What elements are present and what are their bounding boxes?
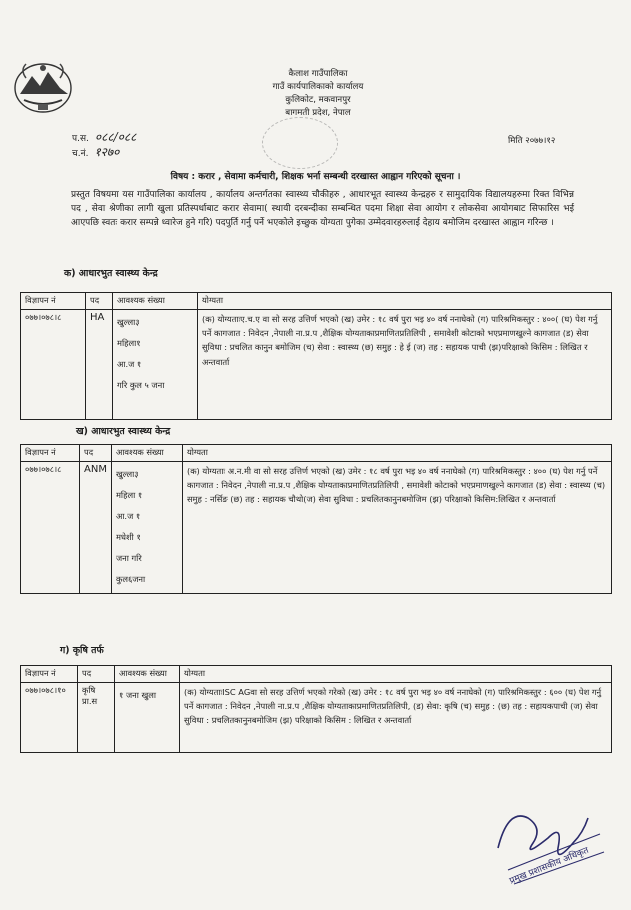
- header-line-1: कैलाश गाउँपालिका: [288, 69, 348, 79]
- cha-na-value: १२७०: [94, 145, 120, 159]
- count-line: कुल६जना: [115, 574, 146, 584]
- header-line-3: कुलिकोट, मकवानपुर: [285, 95, 351, 105]
- date: [508, 134, 555, 146]
- table-row: [21, 683, 612, 753]
- table-row: [21, 462, 612, 594]
- count-line: खुल्ला३: [117, 317, 140, 327]
- notice-number: ०७७।०७८।८: [21, 310, 86, 420]
- pa-sa-value: ०८८/०८८: [94, 130, 137, 144]
- pa-sa-label: प.स.: [72, 134, 89, 144]
- intro-paragraph: प्रस्तुत विषयमा यस गाउँपालिका कार्यालय , कार्यालय अन्तर्गतका स्वास्थ्य चौकीहरु , आधारभूत स्वास्थ्य केन्द्रहरु र सामुदायिक विद्यालयहरुमा रिक्त विभिन्न पद , सेवा श्रेणीका लागी खुला प्रतिस्पर्धाबाट करार सेवामा( स्थायी दरबन्दीका सम्बन्धित पदमा शिक्षा सेवा आयोग र लोकसेवा आयोगबाट सिफारिस भई आएपछि स्वतः करार सम्पन्ने ध्वारेज हुने गरि) पदपुर्ति गर्नु पर्ने भएकोले इच्छुक योग्यता पुगेका उम्मेदवारहरुलाई देहाय बमोजिम दरखास्त आह्वान गरिन्छ ।: [71, 190, 574, 228]
- count-line: आ.ज १: [115, 511, 141, 521]
- col-qualification: योग्यता: [180, 666, 612, 683]
- section-title-b: ख) आधारभुत स्वास्थ्य केन्द्र: [76, 426, 171, 437]
- qualification-text: (क) योग्यताःए.च.ए वा सो सरह उत्तिर्ण भएको (ख) उमेर : १८ वर्ष पुरा भइ ४० वर्ष ननाघेको (ग) पारिश्रमिकस्तुर : ४००( (घ) पेश गर्नु पर्ने कागजात : निवेदन ,नेपाली ना.प्र.प ,शैक्षिक योग्यताकाप्रमाणितप्रतिलिपी , समावेशी कोटाको भएप्रमाणखुल्ने कागजात (ड) सेवा सुविधा : प्रचलित कानुन बमोजिम (च) सेवा : स्वास्थ्य (छ) समुह : हे ई (ज) तह : सहायक पाची (झ)परिक्षाको किसिम : लिखित र अन्तवार्ता: [198, 310, 612, 420]
- header-line-2: गाउँ कार्यपालिकाको कार्यालय: [272, 82, 364, 92]
- count-line: आ.ज १: [117, 359, 142, 369]
- signature-stamp: [488, 788, 608, 890]
- count-line: जना गरि: [115, 553, 142, 563]
- count-line: मधेशी १: [115, 532, 141, 542]
- table-header-row: [21, 293, 612, 310]
- col-qualification: योग्यता: [182, 445, 611, 462]
- post-name: कृषि प्रा.स: [78, 683, 115, 753]
- reference-numbers: [72, 131, 136, 161]
- section-title-a: क) आधारभुत स्वास्थ्य केन्द्र: [64, 268, 158, 279]
- nepal-emblem-icon: [12, 58, 74, 116]
- section-title-c: ग) कृषि तर्फ: [60, 645, 104, 656]
- table-header-row: [21, 445, 612, 462]
- vacancy-table-b: [20, 444, 612, 594]
- required-count: [113, 310, 198, 420]
- date-value: २०७७।१२: [525, 136, 556, 146]
- col-count: आवश्यक संख्या: [115, 666, 180, 683]
- qualification-text: (क) योग्यताःISC AGवा सो सरह उत्तिर्ण भएको गरेको (ख) उमेर : १८ वर्ष पुरा भइ ४० वर्ष ननाघेको (ग) पारिश्रमिकस्तुर : ६०० (घ) पेश गर्नु पर्ने कागजात : निवेदन ,नेपाली ना.प्र.प ,शैक्षिक योग्यताकाप्रमाणितप्रतिलिपी, (ड) सेवा: कृषि (च) समुह : (छ) तह : सहायकपाची (ज) सेवा सुविधा : प्रचलितकानुनबमोजिम (झ) परिक्षाको किसिम : लिखित र अन्तवार्ता: [180, 683, 612, 753]
- office-header: [256, 68, 380, 120]
- post-name: HA: [86, 310, 113, 420]
- count-line: खुल्ला३: [115, 469, 139, 479]
- count-line: महिला १: [115, 490, 143, 500]
- table-row: [21, 310, 612, 420]
- col-notice-no: विज्ञापन नं: [21, 293, 86, 310]
- post-name: ANM: [80, 462, 112, 594]
- required-count: [115, 683, 180, 753]
- vacancy-table-a: [20, 292, 612, 420]
- subject-line: विषय : करार , सेवामा कर्मचारी, शिक्षक भर्ना सम्बन्धी दरखास्त आह्वान गरिएको सूचना ।: [170, 172, 461, 182]
- header-line-4: बागमती प्रदेश, नेपाल: [285, 108, 351, 118]
- required-count: [111, 462, 182, 594]
- date-label: मिति: [508, 136, 523, 146]
- col-post: पद: [78, 666, 115, 683]
- col-post: पद: [86, 293, 113, 310]
- col-count: आवश्यक संख्या: [113, 293, 198, 310]
- col-notice-no: विज्ञापन नं: [21, 666, 78, 683]
- col-notice-no: विज्ञापन नं: [21, 445, 80, 462]
- vacancy-table-c: [20, 665, 612, 753]
- notice-number: ०७७।०७८।८: [21, 462, 80, 594]
- cha-na-label: च.नं.: [72, 149, 89, 159]
- table-header-row: [21, 666, 612, 683]
- office-stamp: [262, 117, 338, 169]
- count-line: १ जना खुला: [119, 690, 157, 700]
- col-qualification: योग्यता: [198, 293, 612, 310]
- col-post: पद: [80, 445, 112, 462]
- notice-number: ०७७।०७८।१०: [21, 683, 78, 753]
- col-count: आवश्यक संख्या: [111, 445, 182, 462]
- qualification-text: (क) योग्यताः अ.न.मी वा सो सरह उत्तिर्ण भएको (ख) उमेर : १८ वर्ष पुरा भइ ४० वर्ष ननाघेको (ग) पारिश्रमिकस्तुर : ४०० (घ) पेश गर्नु पर्ने कागजात : निवेदन ,नेपाली ना.प्र.प ,शैक्षिक योग्यताकाप्रमाणितप्रतिलिपी , समावेशी कोटाको भएप्रमाणखुल्ने कागजात (ड) सेवा : स्वास्थ्य (च) समुह : नर्सिङ (छ) तह : सहायक चौथो(ज) सेवा सुविधा : प्रचलितकानुनबमोजिम (झ) परिक्षाको किसिम:लिखित र अन्तवार्ता: [182, 462, 611, 594]
- count-line: महिला१: [117, 338, 141, 348]
- signature-label: प्रमुख प्रशासकीय अधिकृत: [508, 845, 591, 887]
- count-line: गरि कुल ५ जना: [117, 380, 165, 390]
